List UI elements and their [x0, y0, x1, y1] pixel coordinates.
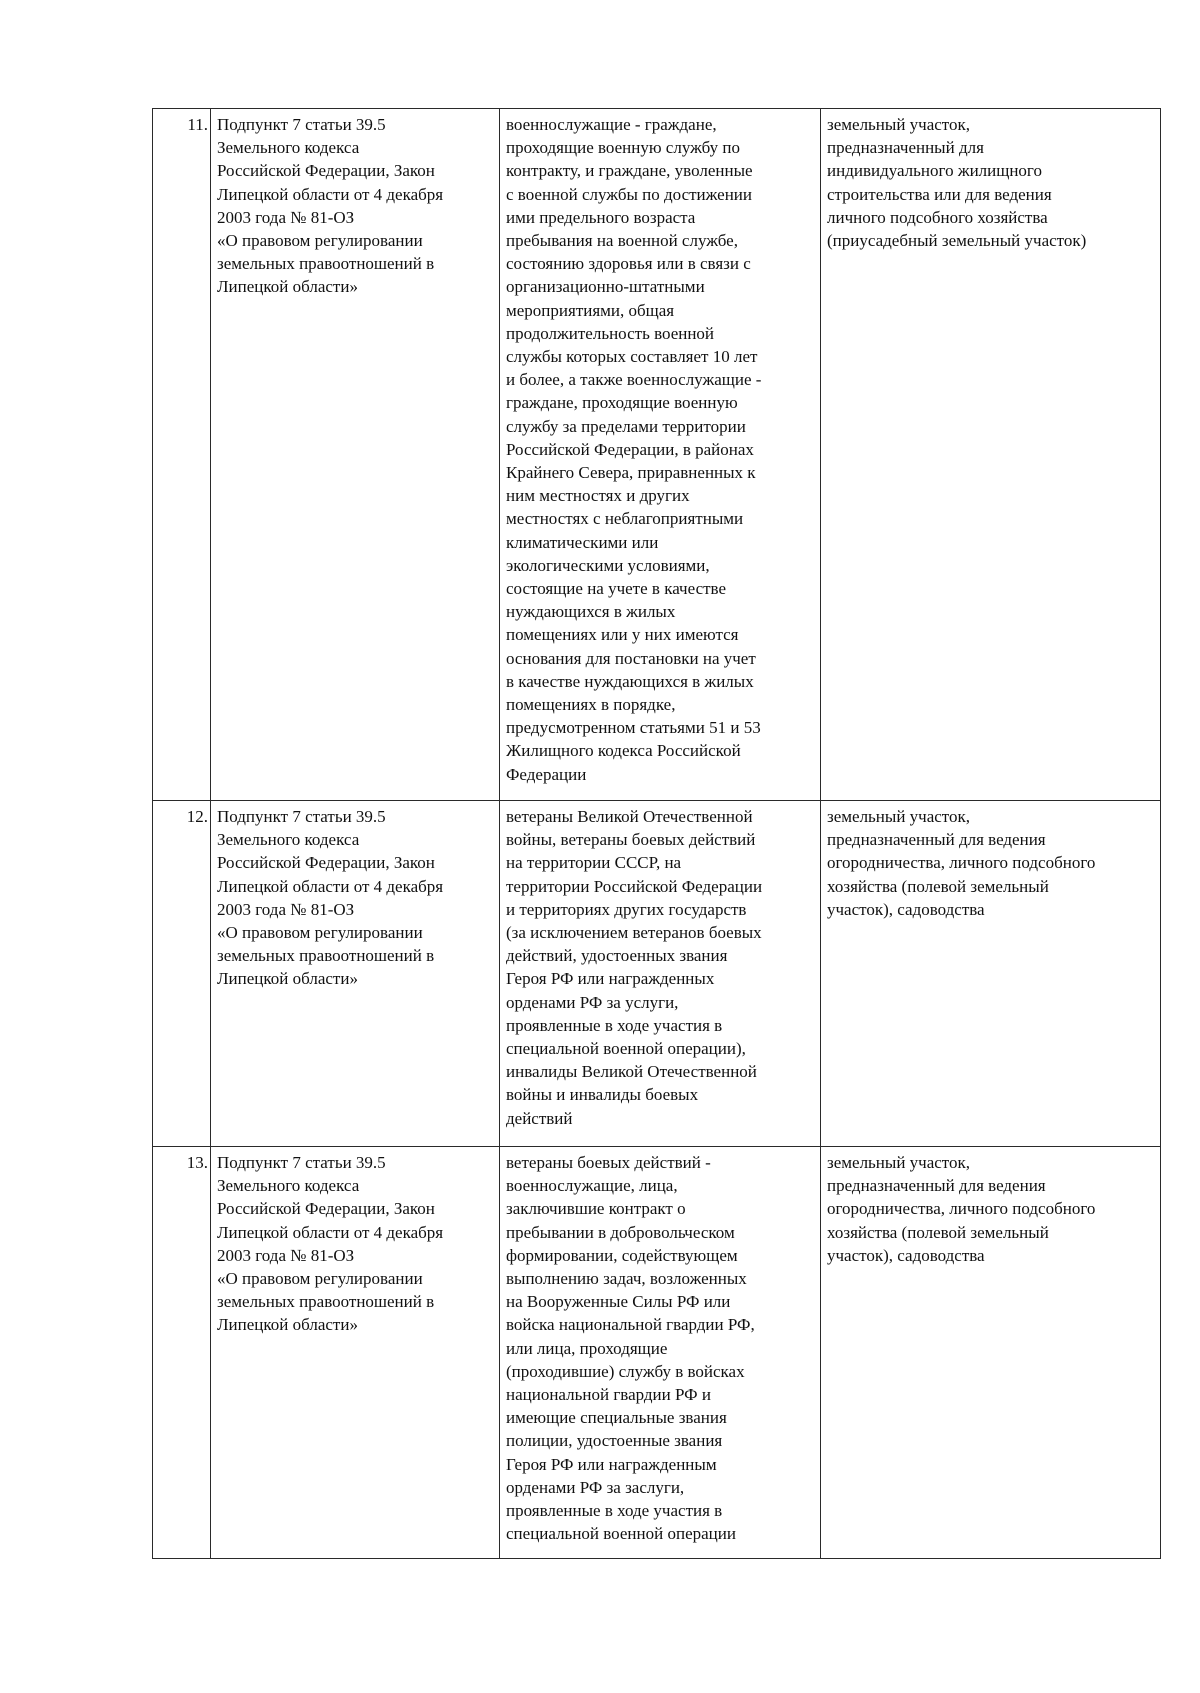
land-plot-type-cell: земельный участок, предназначенный для ведения огородничества, личного подсобного хозяйства (полевой земельный участок), садоводства — [821, 1147, 1161, 1559]
land-plot-type-cell: земельный участок, предназначенный для индивидуального жилищного строительства или для ведения личного подсобного хозяйства (приусадебный земельный участок) — [821, 109, 1161, 801]
table-row — [153, 1147, 1161, 1559]
citizen-category-cell: военнослужащие - граждане, проходящие военную службу по контракту, и граждане, уволенные с военной службы по достижении ими предельного возраста пребывания на военной службе, состоянию здоровья или в связи с организационно-штатными мероприятиями, общая продолжительность военной службы которых составляет 10 лет и более, а также военнослужащие - граждане, проходящие военную службу за пределами территории Российской Федерации, в районах Крайнего Севера, приравненных к ним местностях и других местностях с неблагоприятными климатическими или экологическими условиями, состоящие на учете в качестве нуждающихся в жилых помещениях или у них имеются основания для постановки на учет в качестве нуждающихся в жилых помещениях в порядке, предусмотренном статьями 51 и 53 Жилищного кодекса Российской Федерации — [500, 109, 821, 801]
legal-basis-cell: Подпункт 7 статьи 39.5 Земельного кодекса Российской Федерации, Закон Липецкой области от 4 декабря 2003 года № 81-ОЗ «О правовом регулировании земельных правоотношений в Липецкой области» — [211, 109, 500, 801]
legal-basis-cell: Подпункт 7 статьи 39.5 Земельного кодекса Российской Федерации, Закон Липецкой области от 4 декабря 2003 года № 81-ОЗ «О правовом регулировании земельных правоотношений в Липецкой области» — [211, 1147, 500, 1559]
row-number: 13. — [153, 1147, 211, 1559]
land-allocation-table — [152, 108, 1161, 1559]
citizen-category-cell: ветераны боевых действий - военнослужащие, лица, заключившие контракт о пребывании в добровольческом формировании, содействующем выполнению задач, возложенных на Вооруженные Силы РФ или войска национальной гвардии РФ, или лица, проходящие (проходившие) службу в войсках национальной гвардии РФ и имеющие специальные звания полиции, удостоенные звания Героя РФ или награжденным орденами РФ за заслуги, проявленные в ходе участия в специальной военной операции — [500, 1147, 821, 1559]
legal-basis-cell: Подпункт 7 статьи 39.5 Земельного кодекса Российской Федерации, Закон Липецкой области от 4 декабря 2003 года № 81-ОЗ «О правовом регулировании земельных правоотношений в Липецкой области» — [211, 801, 500, 1147]
row-number: 12. — [153, 801, 211, 1147]
table-row — [153, 801, 1161, 1147]
citizen-category-cell: ветераны Великой Отечественной войны, ветераны боевых действий на территории СССР, на территории Российской Федерации и территориях других государств (за исключением ветеранов боевых действий, удостоенных звания Героя РФ или награжденных орденами РФ за услуги, проявленные в ходе участия в специальной военной операции), инвалиды Великой Отечественной войны и инвалиды боевых действий — [500, 801, 821, 1147]
table-row — [153, 109, 1161, 801]
land-plot-type-cell: земельный участок, предназначенный для ведения огородничества, личного подсобного хозяйства (полевой земельный участок), садоводства — [821, 801, 1161, 1147]
row-number: 11. — [153, 109, 211, 801]
